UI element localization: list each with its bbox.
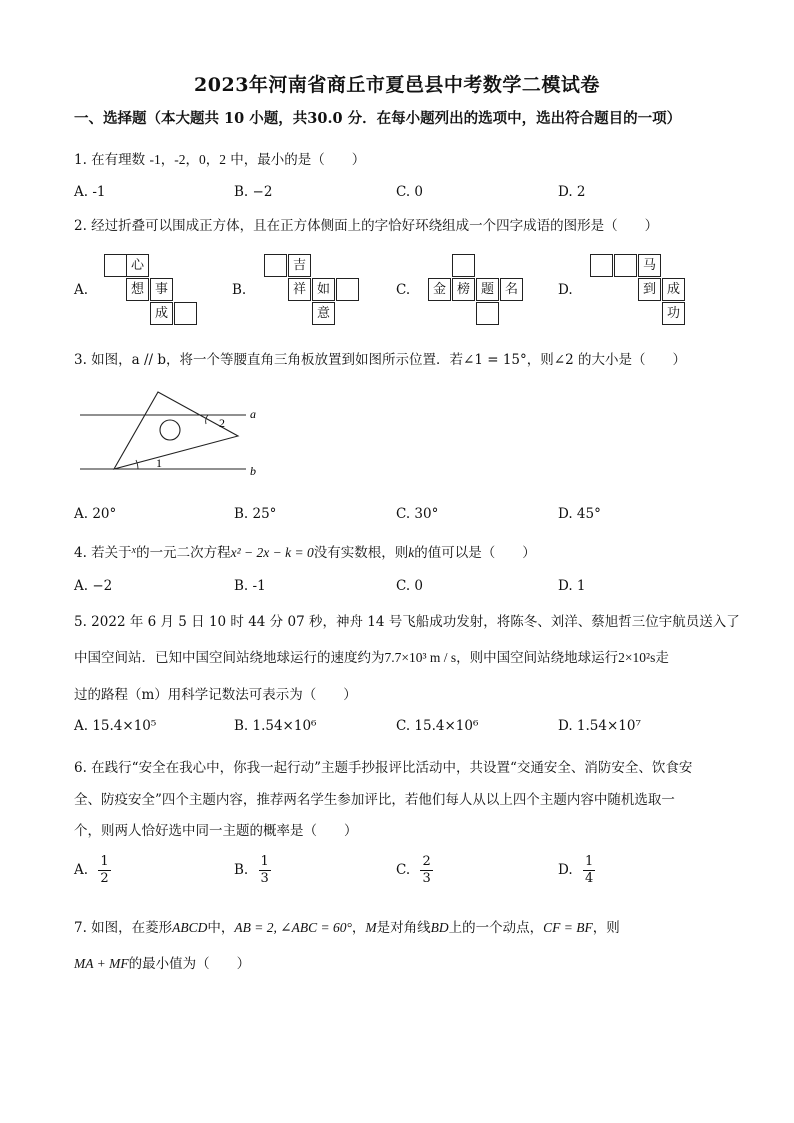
q3-option-a[interactable]: A. 20° [74, 506, 117, 522]
q1-option-c[interactable]: C. 0 [396, 184, 424, 200]
angle-2-label: 2 [219, 416, 225, 430]
q7-text-e: 上的一个动点， [448, 920, 544, 936]
q7-text-a: 7. 如图，在菱形 [74, 920, 173, 936]
question-7-line-1 [74, 916, 620, 936]
q5-option-a[interactable]: A. 15.4×10⁵ [74, 718, 157, 734]
q1-option-b[interactable]: B. −2 [234, 184, 273, 200]
question-5-line-2 [74, 646, 669, 666]
question-5-line-3: 过的路程（m）用科学记数法可表示为（ ） [74, 687, 357, 703]
q7-expression: MA + MF [74, 956, 129, 971]
fraction [583, 854, 595, 887]
q2-option-b[interactable]: B. [232, 282, 247, 298]
q4-option-c[interactable]: C. 0 [396, 578, 424, 594]
q6-option-d[interactable] [558, 854, 595, 887]
q4-equation: x² − 2x − k = 0 [230, 545, 314, 560]
net-cell [336, 278, 359, 301]
q5-text-c: 走 [655, 650, 669, 666]
numerator: 1 [584, 854, 594, 869]
q4-option-b[interactable]: B. -1 [234, 578, 266, 594]
net-cell [476, 302, 499, 325]
q4-option-d[interactable]: D. 1 [558, 578, 586, 594]
q4-k: k [408, 545, 415, 560]
question-2: 2. 经过折叠可以围成正方体，且在正方体侧面上的字恰好环绕组成一个四字成语的图形是（ ） [74, 218, 659, 234]
numerator: 2 [422, 854, 431, 869]
net-cell [452, 254, 475, 277]
line-b-label: b [250, 464, 256, 478]
q7-bd: BD [430, 920, 449, 935]
triangle-ruler [114, 392, 238, 469]
denominator: 3 [260, 871, 269, 886]
net-cell: 榜 [452, 278, 475, 301]
q4-option-a[interactable]: A. −2 [74, 578, 113, 594]
q4-var: x [131, 545, 137, 556]
q5-option-b[interactable]: B. 1.54×10⁶ [234, 718, 317, 734]
q6-option-c[interactable] [396, 854, 433, 887]
angle-1-arc [136, 460, 138, 469]
net-cell: 吉 [288, 254, 311, 277]
q7-cf-bf: CF = BF [543, 920, 593, 935]
net-cell: 如 [312, 278, 335, 301]
net-cell [104, 254, 127, 277]
fraction [259, 854, 271, 887]
net-cell: 想 [126, 278, 149, 301]
denominator: 4 [584, 871, 594, 886]
numerator: 1 [100, 854, 109, 869]
fraction [98, 854, 110, 887]
net-cell [614, 254, 637, 277]
question-6-line-2: 全、防疫安全”四个主题内容，推荐两名学生参加评比，若他们每人从以上四个主题内容中随机选取一 [74, 792, 675, 808]
net-cell [590, 254, 613, 277]
net-cell: 心 [126, 254, 149, 277]
q7-condition: AB = 2, ∠ABC = 60° [234, 920, 352, 935]
q7-text-g: 的最小值为（ ） [128, 956, 251, 972]
net-cell [174, 302, 197, 325]
net-cell: 到 [638, 278, 661, 301]
q4-stem-b: 的一元二次方程 [136, 545, 231, 561]
option-label: D. [558, 862, 573, 878]
question-1 [74, 148, 365, 168]
q1-stem-b: 中，最小的是（ ） [230, 152, 366, 168]
net-cell: 成 [662, 278, 685, 301]
net-cell: 金 [428, 278, 451, 301]
net-cell: 意 [312, 302, 335, 325]
q4-stem-d: 的值可以是（ ） [414, 545, 536, 561]
net-cell [264, 254, 287, 277]
q2-option-d[interactable]: D. [558, 282, 573, 298]
q3-option-c[interactable]: C. 30° [396, 506, 439, 522]
q1-numbers: -1，-2，0，2 [149, 152, 226, 167]
q7-text-c: ， [351, 920, 366, 936]
ruler-hole [160, 420, 180, 440]
question-5-line-1: 5. 2022 年 6 月 5 日 10 时 44 分 07 秒，神舟 14 号飞船成功发射，将陈冬、刘洋、蔡旭哲三位宇航员送入了 [74, 614, 740, 630]
q5-option-c[interactable]: C. 15.4×10⁶ [396, 718, 479, 734]
q1-option-d[interactable]: D. 2 [558, 184, 586, 200]
q7-m: M [365, 920, 377, 935]
q3-option-d[interactable]: D. 45° [558, 506, 601, 522]
line-a-label: a [250, 407, 256, 421]
q2-option-c[interactable]: C. [396, 282, 411, 298]
q5-text-a: 中国空间站．已知中国空间站绕地球运行的速度约为 [74, 650, 385, 666]
q7-abcd: ABCD [172, 920, 208, 935]
q5-speed: 7.7×10³ m / s [384, 650, 457, 665]
q4-stem-a: 4. 若关于 [74, 545, 132, 561]
question-3: 3. 如图，a // b，将一个等腰直角三角板放置到如图所示位置．若∠1 = 15°，则∠2 的大小是（ ） [74, 352, 686, 368]
question-7-line-2 [74, 952, 250, 972]
page-title: 2023年河南省商丘市夏邑县中考数学二模试卷 [194, 74, 600, 96]
q7-text-f: ，则 [592, 920, 620, 936]
angle-1-label: 1 [156, 456, 162, 470]
option-label: B. [234, 862, 249, 878]
numerator: 1 [260, 854, 269, 869]
q6-option-a[interactable] [74, 854, 111, 887]
q5-text-b: ，则中国空间站绕地球运行 [456, 650, 619, 666]
net-cell: 名 [500, 278, 523, 301]
q3-option-b[interactable]: B. 25° [234, 506, 277, 522]
q3-figure [80, 384, 280, 480]
question-6-line-1: 6. 在践行“安全在我心中，你我一起行动”主题手抄报评比活动中，共设置“交通安全、消防安全、饮食安 [74, 760, 693, 776]
net-cell: 马 [638, 254, 661, 277]
question-4 [74, 541, 536, 561]
option-label: A. [74, 862, 89, 878]
q1-stem-a: 1. 在有理数 [74, 152, 146, 168]
denominator: 2 [100, 871, 109, 886]
net-cell: 事 [150, 278, 173, 301]
fraction [420, 854, 432, 887]
q6-option-b[interactable] [234, 854, 271, 887]
question-6-line-3: 个，则两人恰好选中同一主题的概率是（ ） [74, 823, 358, 839]
q5-option-d[interactable]: D. 1.54×10⁷ [558, 718, 641, 734]
q4-stem-c: 没有实数根，则 [313, 545, 409, 561]
q7-text-d: 是对角线 [376, 920, 431, 936]
q5-time: 2×10²s [618, 650, 656, 665]
section-heading: 一、选择题（本大题共 10 小题，共30.0 分．在每小题列出的选项中，选出符合题目的一项） [74, 110, 682, 127]
denominator: 3 [422, 871, 431, 886]
net-cell: 成 [150, 302, 173, 325]
net-cell: 题 [476, 278, 499, 301]
option-label: C. [396, 862, 411, 878]
q2-option-a[interactable]: A. [74, 282, 89, 298]
net-cell: 功 [662, 302, 685, 325]
net-cell: 祥 [288, 278, 311, 301]
q7-text-b: 中， [207, 920, 235, 936]
q1-option-a[interactable]: A. -1 [74, 184, 106, 200]
